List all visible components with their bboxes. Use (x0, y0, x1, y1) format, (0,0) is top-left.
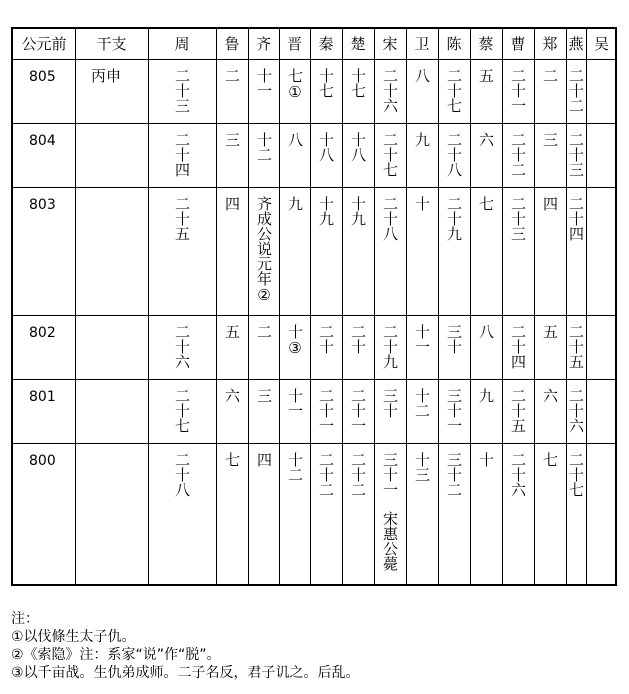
table-column-divider (148, 29, 149, 584)
table-column-divider (216, 29, 217, 584)
table-cell-chen: 二十九 (445, 196, 463, 241)
table-cell-song: 二十九 (381, 324, 399, 369)
table-row-divider (13, 315, 615, 316)
table-cell-yan: 二十三 (567, 132, 585, 177)
table-cell-qi: 三 (255, 388, 273, 403)
table-cell-yan: 二十七 (567, 452, 585, 497)
table-cell-qin: 十九 (317, 196, 335, 226)
table-cell-lu: 二 (223, 68, 241, 83)
table-cell-song: 三十一 宋惠公薨 (381, 452, 399, 571)
header-cell: 燕 (568, 35, 584, 53)
table-cell-chu: 十八 (349, 132, 367, 162)
table-cell-zhou: 二十三 (173, 68, 191, 113)
table-row-divider (13, 443, 615, 444)
table-cell-cao: 二十二 (509, 132, 527, 177)
table-cell-qi: 四 (255, 452, 273, 467)
table-cell-chen: 二十八 (445, 132, 463, 177)
table-cell-qi: 十一 (255, 68, 273, 98)
header-cell: 陈 (446, 35, 462, 53)
table-cell-zhou: 二十四 (173, 132, 191, 177)
table-cell-cao: 二十四 (509, 324, 527, 369)
table-cell-zheng: 二 (541, 68, 559, 83)
table-cell-qin: 二十一 (317, 388, 335, 433)
table-cell-qi: 十二 (255, 132, 273, 162)
table-cell-yan: 二十四 (567, 196, 585, 241)
header-cell: 郑 (542, 35, 558, 53)
table-column-divider (470, 29, 471, 584)
header-cell: 鲁 (224, 35, 240, 53)
table-cell-chu: 二十一 (349, 388, 367, 433)
header-cell: 周 (174, 35, 190, 53)
table-cell-chen: 三十一 (445, 388, 463, 433)
header-cell: 干支 (96, 35, 127, 53)
table-cell-qi: 二 (255, 324, 273, 339)
table-cell-zheng: 六 (541, 388, 559, 403)
table-column-divider (279, 29, 280, 584)
note-1: ①以伐條生太子仇。 (11, 629, 136, 645)
table-cell-cao: 二十六 (509, 452, 527, 497)
table-cell-year: 805 (29, 69, 56, 85)
table-cell-wei: 十 (413, 196, 431, 211)
header-cell: 齐 (255, 35, 271, 53)
table-cell-cai: 六 (477, 132, 495, 147)
table-cell-zheng: 四 (541, 196, 559, 211)
table-cell-jin: 十③ (286, 324, 304, 357)
note-2: ②《索隐》注：系家“说”作“脱”。 (11, 647, 221, 663)
table-column-divider (534, 29, 535, 584)
table-cell-song: 三十 (381, 388, 399, 418)
table-cell-zhou: 二十五 (173, 196, 191, 241)
table-cell-cai: 七 (477, 196, 495, 211)
table-cell-jin: 七① (286, 68, 304, 101)
table-cell-chen: 三十二 (445, 452, 463, 497)
note-3: ③以千亩战。生仇弟成师。二子名反，君子讥之。后乱。 (11, 665, 360, 681)
table-cell-wei: 八 (413, 68, 431, 83)
table-column-divider (502, 29, 503, 584)
table-cell-year: 803 (29, 197, 56, 213)
table-cell-song: 二十八 (381, 196, 399, 241)
table-cell-year: 800 (29, 453, 56, 469)
table-cell-cao: 二十一 (509, 68, 527, 113)
table-cell-zhou: 二十六 (173, 324, 191, 369)
table-cell-qi: 齐成公说元年② (255, 196, 273, 304)
table-column-divider (248, 29, 249, 584)
table-column-divider (586, 29, 587, 584)
table-cell-yan: 二十六 (567, 388, 585, 433)
table-column-divider (310, 29, 311, 584)
table-cell-chen: 三十 (445, 324, 463, 354)
table-cell-chen: 二十七 (445, 68, 463, 113)
table-cell-jin: 十二 (286, 452, 304, 482)
table-cell-qin: 十八 (317, 132, 335, 162)
table-cell-chu: 十九 (349, 196, 367, 226)
notes-title: 注： (11, 611, 39, 627)
table-cell-wei: 九 (413, 132, 431, 147)
table-cell-chu: 二十 (349, 324, 367, 354)
table-cell-cao: 二十五 (509, 388, 527, 433)
table-row-divider (13, 379, 615, 380)
table-cell-cai: 九 (477, 388, 495, 403)
header-cell: 蔡 (478, 35, 494, 53)
table-cell-cai: 八 (477, 324, 495, 339)
table-column-divider (342, 29, 343, 584)
chronology-table (11, 27, 617, 586)
header-cell: 曹 (510, 35, 526, 53)
table-cell-lu: 四 (223, 196, 241, 211)
table-cell-lu: 七 (223, 452, 241, 467)
table-column-divider (438, 29, 439, 584)
header-cell: 晋 (286, 35, 302, 53)
header-cell: 秦 (318, 35, 334, 53)
table-cell-qin: 二十 (317, 324, 335, 354)
table-cell-jin: 九 (286, 196, 304, 211)
table-row-divider (13, 123, 615, 124)
table-cell-qin: 十七 (317, 68, 335, 98)
table-cell-song: 二十七 (381, 132, 399, 177)
table-cell-lu: 三 (223, 132, 241, 147)
table-cell-zheng: 三 (541, 132, 559, 147)
table-cell-zhou: 二十八 (173, 452, 191, 497)
table-row-divider (13, 59, 615, 60)
notes-section (11, 610, 360, 682)
header-cell: 吴 (593, 35, 609, 53)
table-cell-chu: 二十二 (349, 452, 367, 497)
header-cell: 公元前 (21, 35, 67, 53)
table-cell-ganzhi: 丙申 (91, 67, 122, 85)
table-cell-year: 801 (29, 389, 56, 405)
table-cell-cai: 五 (477, 68, 495, 83)
header-cell: 楚 (350, 35, 366, 53)
table-cell-year: 802 (29, 325, 56, 341)
header-cell: 卫 (414, 35, 430, 53)
table-cell-cao: 二十三 (509, 196, 527, 241)
table-cell-jin: 八 (286, 132, 304, 147)
table-cell-chu: 十七 (349, 68, 367, 98)
table-cell-zheng: 五 (541, 324, 559, 339)
table-cell-song: 二十六 (381, 68, 399, 113)
table-cell-qin: 二十二 (317, 452, 335, 497)
table-column-divider (75, 29, 76, 584)
table-cell-jin: 十一 (286, 388, 304, 418)
table-cell-lu: 五 (223, 324, 241, 339)
table-cell-yan: 二十二 (567, 68, 585, 113)
table-row-divider (13, 187, 615, 188)
table-cell-zhou: 二十七 (173, 388, 191, 433)
table-cell-wei: 十一 (413, 324, 431, 354)
table-cell-zheng: 七 (541, 452, 559, 467)
table-cell-yan: 二十五 (567, 324, 585, 369)
table-cell-wei: 十三 (413, 452, 431, 482)
table-cell-wei: 十二 (413, 388, 431, 418)
table-column-divider (406, 29, 407, 584)
table-cell-lu: 六 (223, 388, 241, 403)
table-cell-cai: 十 (477, 452, 495, 467)
header-cell: 宋 (382, 35, 398, 53)
table-cell-year: 804 (29, 133, 56, 149)
